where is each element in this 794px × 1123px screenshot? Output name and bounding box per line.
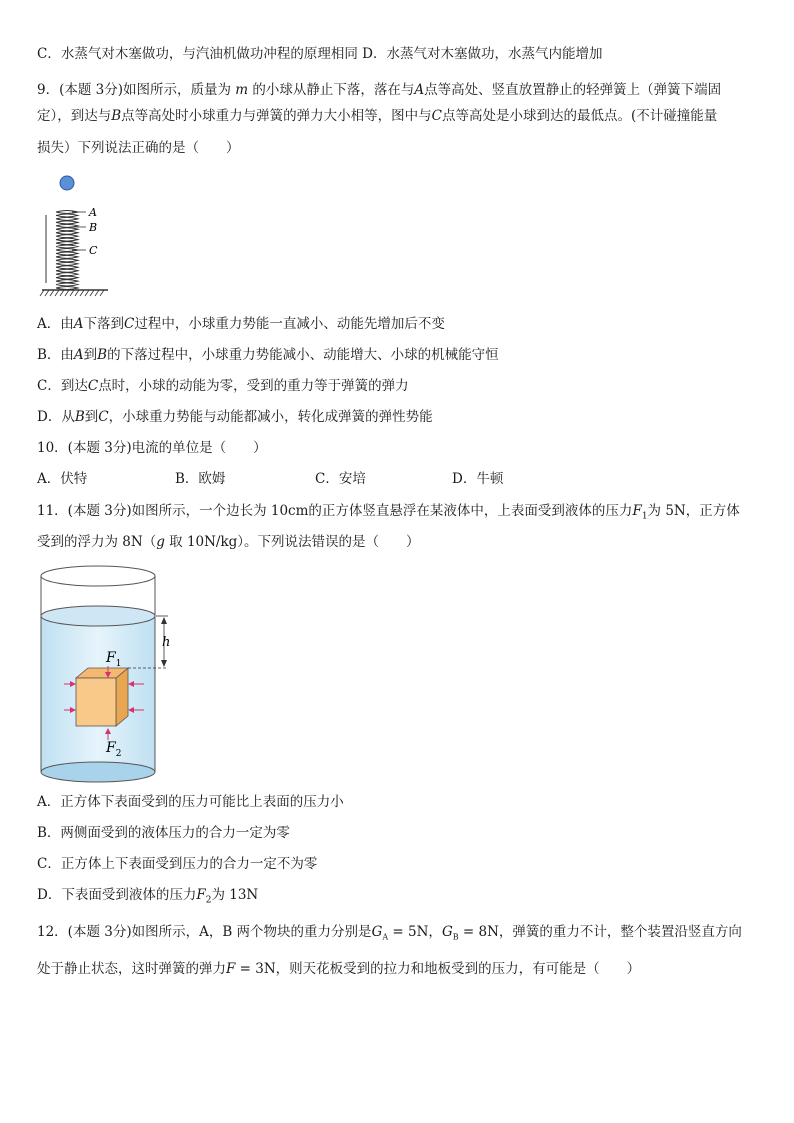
q11-text: 受到的浮力为 8N（: [37, 534, 157, 550]
q12-text: = 8N: [458, 924, 499, 940]
q10-option-a: A．伏特: [37, 471, 88, 487]
q9-point-c: C: [431, 108, 443, 124]
label-h: h: [162, 635, 171, 650]
q9-point-c: C: [98, 409, 109, 425]
q12-stem-line-2: [37, 959, 640, 979]
q12-weight-b: G: [441, 924, 453, 940]
q9-text: 到: [83, 347, 98, 363]
q9-text: 点等高处时小球重力与弹簧的弹力大小相等，图中与: [121, 108, 432, 124]
ball-icon: [60, 176, 74, 190]
q10-option-b: B．欧姆: [175, 471, 226, 487]
q9-text: 9．(本题 3分)如图所示，质量为: [37, 82, 236, 98]
q9-point-c: C: [124, 316, 135, 332]
q11-stem-line-2: [37, 532, 420, 552]
q9-spring-figure: [38, 170, 118, 300]
water-surface: [41, 606, 155, 626]
q9-text: 过程中，小球重力势能一直减小、动能先增加后不变: [134, 316, 445, 332]
q11-beaker-figure: [38, 562, 188, 784]
q9-text: B．由: [37, 347, 74, 363]
q12-text: 12．(本题 3分)如图所示，A，B 两个物块的重力分别是: [37, 924, 372, 940]
q11-text: 为 13N: [211, 887, 259, 903]
q11-g-symbol: g: [156, 534, 165, 550]
q10-option-d: D．牛顿: [452, 471, 504, 487]
q12-subscript: A: [382, 932, 389, 942]
q12-text: ，弹簧的重力不计，整个装置沿竖直方向: [498, 924, 742, 940]
q11-option-c: C．正方体上下表面受到压力的合力一定不为零: [37, 856, 318, 872]
q9-point-a: A: [414, 82, 425, 98]
q10-option-c: C．安培: [315, 471, 366, 487]
q11-option-d: [37, 885, 258, 911]
q9-text: 点等高处是小球到达的最低点。(不计碰撞能量: [442, 108, 718, 124]
q9-point-b: B: [111, 108, 122, 124]
q9-stem-line-1: [37, 80, 721, 100]
q9-text: 的小球从静止下落，落在与: [248, 82, 415, 98]
q11-text: 取 10N/kg）。下列说法错误的是（ ）: [164, 534, 420, 550]
q12-weight-a: G: [371, 924, 383, 940]
label-f1: $F_1$: [106, 650, 122, 669]
q9-point-c: C: [87, 378, 99, 394]
q9-text: 下落到: [83, 316, 124, 332]
q10-stem: [37, 438, 267, 458]
q12-stem-line-1: [37, 922, 742, 948]
label-f2: $F_2$: [106, 740, 122, 759]
q11-text: D．下表面受到液体的压力: [37, 887, 197, 903]
q9-option-d: [37, 407, 433, 427]
q10-text: 10．(本题 3分)电流的单位是（ ）: [37, 440, 267, 456]
q9-point-b: B: [74, 409, 85, 425]
q11-force-symbol: F: [196, 887, 206, 903]
q9-option-c: [37, 376, 409, 396]
q12-text: = 3N: [235, 961, 276, 977]
q9-text: 定），到达与: [37, 108, 112, 124]
q9-text: A．由: [37, 316, 74, 332]
q9-text: D．从: [37, 409, 75, 425]
q11-option-a: A．正方体下表面受到的压力可能比上表面的压力小: [37, 794, 344, 810]
q11-stem-line-1: [37, 501, 740, 527]
q9-stem-line-3: [37, 138, 240, 158]
q12-text: 处于静止状态，这时弹簧的弹力: [37, 961, 226, 977]
q9-option-b: [37, 345, 499, 365]
q9-point-a: A: [73, 316, 84, 332]
q8-options-line: [37, 44, 602, 64]
q12-text: ，则天花板受到的拉力和地板受到的压力，有可能是（ ）: [275, 961, 641, 977]
q9-text: 的下落过程中，小球重力势能减小、动能增大、小球的机械能守恒: [107, 347, 499, 363]
q9-point-b: B: [97, 347, 108, 363]
q11-subscript: 1: [641, 511, 648, 522]
q8-option-c: C．水蒸气对木塞做功，与汽油机做功冲程的原理相同: [37, 46, 358, 62]
q12-text: = 5N，: [388, 924, 442, 940]
label-b: B: [89, 221, 98, 234]
label-a: A: [89, 206, 97, 219]
q12-force-symbol: F: [226, 961, 236, 977]
q9-text: ，小球重力势能与动能都减小，转化成弹簧的弹性势能: [108, 409, 433, 425]
q11-subscript: 2: [205, 895, 212, 906]
q11-text: 为 5N，正方体: [647, 503, 740, 519]
q9-text: 损失）下列说法正确的是（ ）: [37, 140, 240, 156]
q9-text: C．到达: [37, 378, 88, 394]
q9-text: 点时，小球的动能为零，受到的重力等于弹簧的弹力: [98, 378, 409, 394]
q9-mass-symbol: m: [235, 82, 249, 98]
label-c: C: [89, 244, 98, 257]
cube-front: [76, 678, 116, 726]
q9-point-a: A: [73, 347, 84, 363]
q8-option-d: D．水蒸气对木塞做功，水蒸气内能增加: [362, 46, 603, 62]
q11-option-b: B．两侧面受到的液体压力的合力一定为零: [37, 825, 290, 841]
q11-force-symbol: F: [632, 503, 642, 519]
q9-option-a: [37, 314, 445, 334]
q9-stem-line-2: [37, 106, 717, 126]
q9-text: 点等高处、竖直放置静止的轻弹簧上（弹簧下端固: [424, 82, 722, 98]
q12-subscript: B: [452, 932, 459, 942]
q9-text: 到: [84, 409, 99, 425]
q11-text: 11．(本题 3分)如图所示，一个边长为 10cm的正方体竖直悬浮在某液体中，上表面受到液体的压力: [37, 503, 633, 519]
